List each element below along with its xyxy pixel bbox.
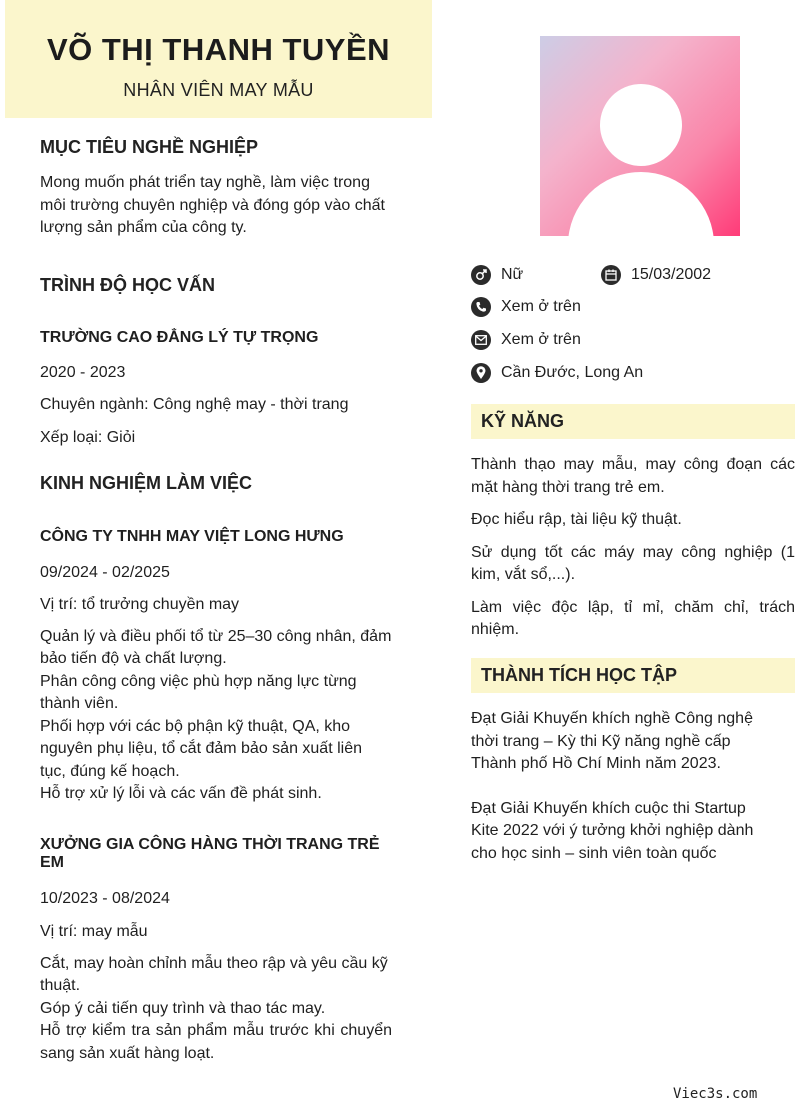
achievements-title-band xyxy=(471,658,795,693)
job-title: NHÂN VIÊN MAY MẪU xyxy=(123,80,314,100)
email-row xyxy=(471,330,581,350)
job-period: 09/2024 - 02/2025 xyxy=(40,563,170,581)
candidate-name: VÕ THỊ THANH TUYỀN xyxy=(46,32,391,67)
achievement-item: Đạt Giải Khuyến khích nghề Công nghệ thời trang – Kỳ thi Kỹ năng nghề cấp Thành phố Hồ Chí Minh năm 2023. xyxy=(471,710,753,772)
watermark: Viec3s.com xyxy=(673,1086,758,1102)
objective-text: Mong muốn phát triển tay nghề, làm việc trong môi trường chuyên nghiệp và đóng góp vào chất lượng sản phẩm của công ty. xyxy=(40,174,385,236)
phone-icon xyxy=(471,297,491,317)
skill-item: Thành thạo may mẫu, may công đoạn các mặt hàng thời trang trẻ em. xyxy=(471,456,795,496)
calendar-icon xyxy=(601,265,621,285)
skills-list xyxy=(471,454,795,642)
company-name: CÔNG TY TNHH MAY VIỆT LONG HƯNG xyxy=(40,527,344,545)
education-major: Chuyên ngành: Công nghệ may - thời trang xyxy=(40,395,349,413)
email-icon xyxy=(471,330,491,350)
address-row xyxy=(471,363,643,383)
skill-item: Sử dụng tốt các máy may công nghiệp (1 kim, vắt sổ,...). xyxy=(471,543,795,583)
job-entry-1 xyxy=(40,528,392,806)
education-grade: Xếp loại: Giỏi xyxy=(40,428,136,446)
duty-item: Hỗ trợ xử lý lỗi và các vấn đề phát sinh. xyxy=(40,785,322,802)
duty-item: Hỗ trợ kiểm tra sản phẩm mẫu trước khi chuyển sang sản xuất hàng loạt. xyxy=(40,1022,392,1062)
company-name: XƯỞNG GIA CÔNG HÀNG THỜI TRANG TRẺ EM xyxy=(40,835,380,871)
avatar xyxy=(540,36,740,236)
achievements-list xyxy=(471,708,771,865)
birthday-row xyxy=(601,265,711,285)
education-title: TRÌNH ĐỘ HỌC VẤN xyxy=(40,274,215,295)
phone-row xyxy=(471,297,581,317)
job-duties xyxy=(40,953,392,1066)
duty-item: Góp ý cải tiến quy trình và thao tác may. xyxy=(40,999,326,1017)
school-name: TRƯỜNG CAO ĐẲNG LÝ TỰ TRỌNG xyxy=(40,328,319,346)
skills-title: KỸ NĂNG xyxy=(481,411,565,431)
skill-item: Đọc hiểu rập, tài liệu kỹ thuật. xyxy=(471,511,682,528)
achievements-title: THÀNH TÍCH HỌC TẬP xyxy=(481,665,677,685)
skills-title-band xyxy=(471,404,795,439)
address-value: Cần Đước, Long An xyxy=(501,364,644,381)
gender-icon xyxy=(471,265,491,285)
skill-item: Làm việc độc lập, tỉ mỉ, chăm chỉ, trách nhiệm. xyxy=(471,598,795,638)
duty-item: Quản lý và điều phối tổ từ 25–30 công nhân, đảm bảo tiến độ và chất lượng. xyxy=(40,627,392,667)
gender-row xyxy=(471,265,523,285)
education-period: 2020 - 2023 xyxy=(40,363,126,381)
avatar-head xyxy=(600,84,682,166)
birthday-value: 15/03/2002 xyxy=(631,266,712,283)
gender-value: Nữ xyxy=(501,266,524,283)
achievement-item: Đạt Giải Khuyến khích cuộc thi Startup Kite 2022 với ý tưởng khởi nghiệp dành cho học sinh – sinh viên toàn quốc xyxy=(471,799,754,862)
email-value: Xem ở trên xyxy=(501,331,581,348)
objective-title: MỤC TIÊU NGHỀ NGHIỆP xyxy=(40,137,259,157)
job-position: Vị trí: tổ trưởng chuyền may xyxy=(40,595,240,613)
job-duties xyxy=(40,626,392,806)
job-entry-2 xyxy=(40,836,392,1066)
header-band xyxy=(5,0,432,118)
job-period: 10/2023 - 08/2024 xyxy=(40,889,170,907)
left-column xyxy=(40,137,392,1065)
avatar-body xyxy=(568,172,714,236)
duty-item: Phối hợp với các bộ phận kỹ thuật, QA, kho nguyên phụ liệu, tổ cắt đảm bảo sản xuất liên tục, đúng kế hoạch. xyxy=(40,717,362,780)
duty-item: Phân công công việc phù hợp năng lực từng thành viên. xyxy=(40,672,357,712)
location-icon xyxy=(471,363,491,383)
duty-item: Cắt, may hoàn chỉnh mẫu theo rập và yêu cầu kỹ thuật. xyxy=(40,954,388,994)
experience-title: KINH NGHIỆM LÀM VIỆC xyxy=(40,472,253,493)
phone-value: Xem ở trên xyxy=(501,298,581,315)
job-position: Vị trí: may mẫu xyxy=(40,922,148,940)
